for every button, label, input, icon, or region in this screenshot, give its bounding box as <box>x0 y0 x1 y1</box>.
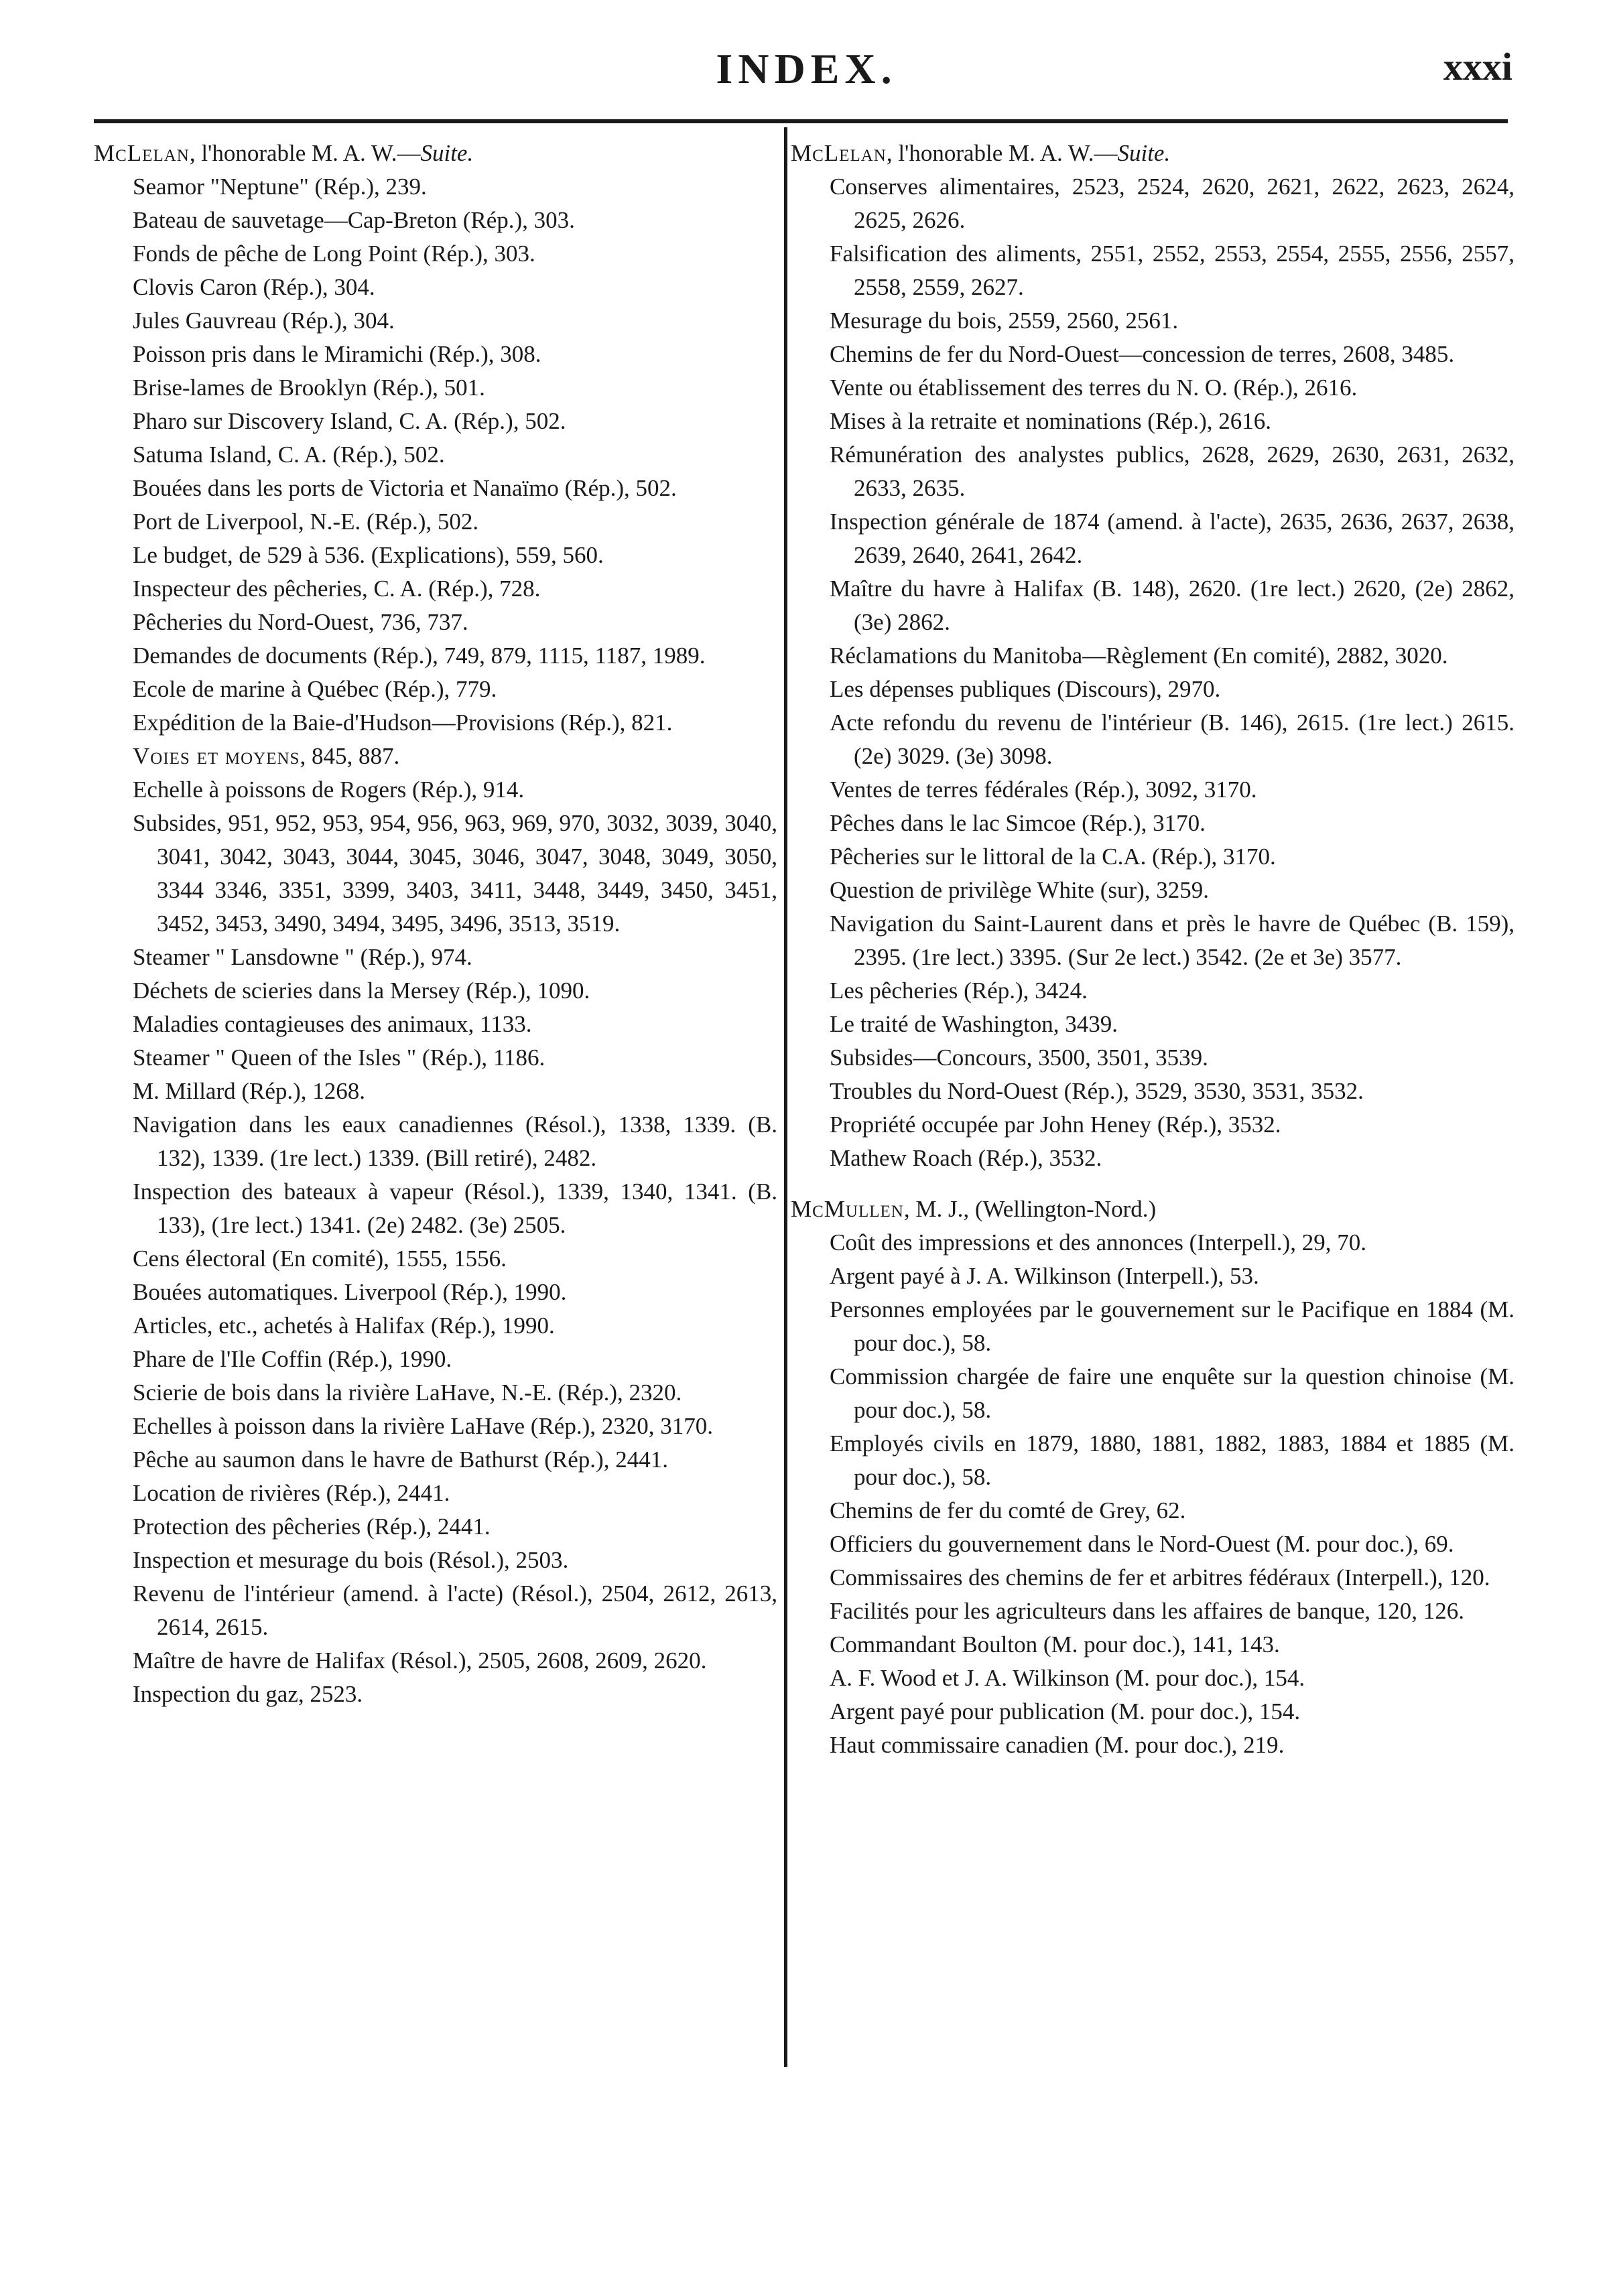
index-entry: Bouées automatiques. Liverpool (Rép.), 1990. <box>133 1279 567 1305</box>
index-entry: Inspection du gaz, 2523. <box>133 1681 363 1707</box>
index-entry: Commission chargée de faire une enquête sur la question chinoise (M. pour doc.), 58. <box>830 1363 1514 1423</box>
index-entry: Facilités pour les agriculteurs dans les affaires de banque, 120, 126. <box>830 1598 1464 1624</box>
left-column <box>94 137 777 1711</box>
index-entry: Scierie de bois dans la rivière LaHave, N.-E. (Rép.), 2320. <box>133 1379 682 1406</box>
index-entry: Inspection des bateaux à vapeur (Résol.), 1339, 1340, 1341. (B. 133), (1re lect.) 1341. (2e) 2482. (3e) 2505. <box>133 1178 777 1238</box>
index-entry: Maître du havre à Halifax (B. 148), 2620. (1re lect.) 2620, (2e) 2862, (3e) 2862. <box>830 576 1514 635</box>
entry-pages: , 845, 887. <box>300 743 400 769</box>
index-entry: Argent payé à J. A. Wilkinson (Interpell.), 53. <box>830 1263 1259 1289</box>
index-entry: M. Millard (Rép.), 1268. <box>133 1078 366 1104</box>
index-entry: Mathew Roach (Rép.), 3532. <box>830 1145 1102 1171</box>
index-entry: Fonds de pêche de Long Point (Rép.), 303. <box>133 241 535 267</box>
index-entry: Personnes employées par le gouvernement sur le Pacifique en 1884 (M. pour doc.), 58. <box>830 1296 1514 1356</box>
index-entry: Mises à la retraite et nominations (Rép.), 2616. <box>830 408 1272 434</box>
index-heading-mclelan-suite <box>791 137 1514 170</box>
index-entry: Inspection et mesurage du bois (Résol.), 2503. <box>133 1547 569 1573</box>
index-heading-mclelan <box>94 137 777 170</box>
index-entry: Echelles à poisson dans la rivière LaHave (Rép.), 2320, 3170. <box>133 1413 713 1439</box>
heading-surname: McMullen <box>791 1196 904 1222</box>
index-entry: Commissaires des chemins de fer et arbitres fédéraux (Interpell.), 120. <box>830 1564 1490 1591</box>
heading-suite: Suite. <box>420 140 474 166</box>
heading-rest: , l'honorable M. A. W.— <box>189 140 421 166</box>
index-entry: Troubles du Nord-Ouest (Rép.), 3529, 3530, 3531, 3532. <box>830 1078 1364 1104</box>
heading-suite: Suite. <box>1117 140 1171 166</box>
index-entry: Subsides—Concours, 3500, 3501, 3539. <box>830 1044 1208 1071</box>
index-entry: Conserves alimentaires, 2523, 2524, 2620, 2621, 2622, 2623, 2624, 2625, 2626. <box>830 174 1514 233</box>
index-entry: Argent payé pour publication (M. pour doc.), 154. <box>830 1698 1301 1725</box>
index-entry: Cens électoral (En comité), 1555, 1556. <box>133 1245 507 1272</box>
page-number: xxxi <box>1443 45 1512 88</box>
index-entry: Inspection générale de 1874 (amend. à l'acte), 2635, 2636, 2637, 2638, 2639, 2640, 2641, 2642. <box>830 509 1514 568</box>
index-entry: Echelle à poissons de Rogers (Rép.), 914. <box>133 776 525 803</box>
index-entry: Revenu de l'intérieur (amend. à l'acte) (Résol.), 2504, 2612, 2613, 2614, 2615. <box>133 1580 777 1640</box>
index-entry: Le budget, de 529 à 536. (Explications), 559, 560. <box>133 542 604 568</box>
index-entry: Protection des pêcheries (Rép.), 2441. <box>133 1513 491 1540</box>
index-entry: Bateau de sauvetage—Cap-Breton (Rép.), 303. <box>133 207 575 233</box>
index-entry: Rémunération des analystes publics, 2628, 2629, 2630, 2631, 2632, 2633, 2635. <box>830 442 1514 501</box>
index-entry: Pharo sur Discovery Island, C. A. (Rép.), 502. <box>133 408 566 434</box>
index-entry: Les pêcheries (Rép.), 3424. <box>830 977 1088 1004</box>
index-entry: Steamer " Queen of the Isles " (Rép.), 1186. <box>133 1044 545 1071</box>
index-entry: Les dépenses publiques (Discours), 2970. <box>830 676 1221 702</box>
index-entry: Phare de l'Ile Coffin (Rép.), 1990. <box>133 1346 452 1372</box>
index-entry: Satuma Island, C. A. (Rép.), 502. <box>133 442 445 468</box>
index-entry: Pêcheries sur le littoral de la C.A. (Rép.), 3170. <box>830 843 1276 870</box>
index-entry: Maladies contagieuses des animaux, 1133. <box>133 1011 532 1037</box>
index-entry: Navigation du Saint-Laurent dans et près le havre de Québec (B. 159), 2395. (1re lect.) 3395. (Sur 2e lect.) 3542. (2e et 3e) 3577. <box>830 910 1514 970</box>
index-entry: Falsification des aliments, 2551, 2552, 2553, 2554, 2555, 2556, 2557, 2558, 2559, 2627. <box>830 241 1514 300</box>
heading-surname: McLelan <box>94 140 190 166</box>
index-entry: Port de Liverpool, N.-E. (Rép.), 502. <box>133 509 479 535</box>
index-entry: Employés civils en 1879, 1880, 1881, 1882, 1883, 1884 et 1885 (M. pour doc.), 58. <box>830 1430 1514 1490</box>
index-entry: Subsides, 951, 952, 953, 954, 956, 963, 969, 970, 3032, 3039, 3040, 3041, 3042, 3043, 3044, 3045, 3046, 3047, 3048, 3049, 3050, 3344 3346, 3351, 3399, 3403, 3411, 3448, 3449, 3450, 3451, 3452, 3453, 3490, 3494, 3495, 3496, 3513, 3519. <box>133 810 777 937</box>
index-entry: Ecole de marine à Québec (Rép.), 779. <box>133 676 497 702</box>
index-entry: Seamor "Neptune" (Rép.), 239. <box>133 174 427 200</box>
index-entry: Le traité de Washington, 3439. <box>830 1011 1118 1037</box>
index-entry: Inspecteur des pêcheries, C. A. (Rép.), 728. <box>133 576 541 602</box>
index-entry: Demandes de documents (Rép.), 749, 879, 1115, 1187, 1989. <box>133 643 706 669</box>
index-entry: Propriété occupée par John Heney (Rép.), 3532. <box>830 1111 1281 1138</box>
index-entry: Question de privilège White (sur), 3259. <box>830 877 1210 903</box>
section-mclelan <box>791 137 1514 1175</box>
index-entry: Pêche au saumon dans le havre de Bathurst (Rép.), 2441. <box>133 1446 668 1473</box>
index-entry: Commandant Boulton (M. pour doc.), 141, 143. <box>830 1631 1280 1658</box>
index-entry: Ventes de terres fédérales (Rép.), 3092, 3170. <box>830 776 1257 803</box>
index-entry: Steamer " Lansdowne " (Rép.), 974. <box>133 944 472 970</box>
index-entry: Brise-lames de Brooklyn (Rép.), 501. <box>133 375 485 401</box>
heading-rest: , M. J., (Wellington-Nord.) <box>903 1196 1157 1222</box>
index-entry <box>94 740 777 773</box>
index-entry: Coût des impressions et des annonces (Interpell.), 29, 70. <box>830 1229 1366 1256</box>
index-entry: Clovis Caron (Rép.), 304. <box>133 274 375 300</box>
page-title: INDEX. <box>716 45 897 92</box>
right-column <box>791 137 1514 1762</box>
column-divider <box>784 127 787 2067</box>
index-entry: Expédition de la Baie-d'Hudson—Provisions (Rép.), 821. <box>133 710 673 736</box>
index-entry: A. F. Wood et J. A. Wilkinson (M. pour doc.), 154. <box>830 1665 1305 1691</box>
index-entry: Mesurage du bois, 2559, 2560, 2561. <box>830 308 1179 334</box>
left-entry-list <box>94 170 777 1711</box>
index-entry: Vente ou établissement des terres du N. O. (Rép.), 2616. <box>830 375 1358 401</box>
index-entry: Pêches dans le lac Simcoe (Rép.), 3170. <box>830 810 1206 836</box>
index-entry: Location de rivières (Rép.), 2441. <box>133 1480 450 1506</box>
heading-rest: , l'honorable M. A. W.— <box>886 140 1118 166</box>
index-entry: Officiers du gouvernement dans le Nord-Ouest (M. pour doc.), 69. <box>830 1531 1454 1557</box>
index-entry: Haut commissaire canadien (M. pour doc.), 219. <box>830 1732 1285 1758</box>
mclelan-entry-list <box>791 170 1514 1175</box>
index-entry: Articles, etc., achetés à Halifax (Rép.), 1990. <box>133 1312 555 1339</box>
index-entry: Maître de havre de Halifax (Résol.), 2505, 2608, 2609, 2620. <box>133 1647 707 1674</box>
index-heading-mcmullen <box>791 1193 1514 1226</box>
index-entry: Réclamations du Manitoba—Règlement (En comité), 2882, 3020. <box>830 643 1448 669</box>
index-entry: Jules Gauvreau (Rép.), 304. <box>133 308 395 334</box>
section-mcmullen <box>791 1193 1514 1762</box>
mcmullen-entry-list <box>791 1226 1514 1762</box>
heading-surname: McLelan <box>791 140 887 166</box>
index-entry: Chemins de fer du Nord-Ouest—concession de terres, 2608, 3485. <box>830 341 1455 367</box>
index-entry: Acte refondu du revenu de l'intérieur (B. 146), 2615. (1re lect.) 2615. (2e) 3029. (3e) 3098. <box>830 710 1514 769</box>
index-entry: Chemins de fer du comté de Grey, 62. <box>830 1497 1186 1524</box>
index-entry: Déchets de scieries dans la Mersey (Rép.), 1090. <box>133 977 590 1004</box>
index-entry: Poisson pris dans le Miramichi (Rép.), 308. <box>133 341 541 367</box>
index-entry: Pêcheries du Nord-Ouest, 736, 737. <box>133 609 468 635</box>
header-rule <box>94 119 1508 123</box>
entry-label: Voies et moyens <box>133 743 300 769</box>
index-entry: Navigation dans les eaux canadiennes (Résol.), 1338, 1339. (B. 132), 1339. (1re lect.) 1339. (Bill retiré), 2482. <box>133 1111 777 1171</box>
index-entry: Bouées dans les ports de Victoria et Nanaïmo (Rép.), 502. <box>133 475 677 501</box>
